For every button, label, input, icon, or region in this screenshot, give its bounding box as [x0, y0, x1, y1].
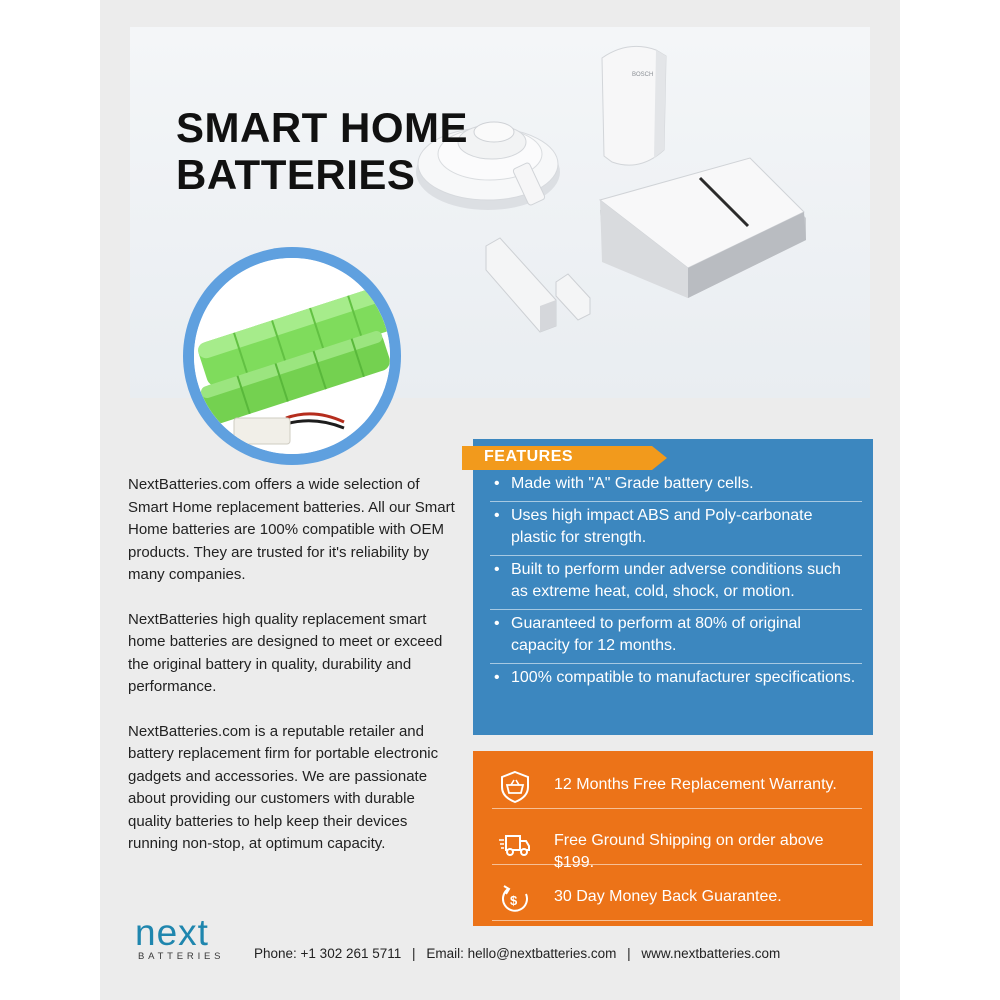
motion-sensor-illustration [602, 46, 666, 165]
logo-subtitle: BATTERIES [138, 951, 225, 962]
feature-item [490, 610, 862, 664]
feature-item [490, 470, 862, 502]
bullet-icon: • [494, 475, 500, 492]
feature-item [490, 664, 862, 695]
money-back-icon [498, 882, 532, 916]
battery-photo-circle [183, 247, 401, 465]
delivery-truck-icon [498, 826, 532, 860]
feature-item [490, 502, 862, 556]
footer-email-link[interactable]: Email: hello@nextbatteries.com [426, 946, 617, 961]
footer-separator: | [412, 946, 416, 961]
basket-shield-icon [498, 770, 532, 804]
footer-website-link[interactable]: www.nextbatteries.com [641, 946, 781, 961]
bullet-icon: • [494, 669, 500, 686]
feature-item [490, 556, 862, 610]
bullet-icon: • [494, 615, 500, 632]
intro-paragraph: NextBatteries.com offers a wide selection of Smart Home replacement batteries. All our Smart Home batteries are 100% compatible with OEM products. They are trusted for it's reliability by many companies. [128, 476, 455, 583]
footer-separator: | [627, 946, 631, 961]
title-line-2: BATTERIES [176, 151, 416, 198]
footer-phone: Phone: +1 302 261 5711 [254, 946, 402, 961]
guarantee-text: Free Ground Shipping on order above $199. [554, 832, 824, 871]
intro-text [128, 474, 458, 878]
title-line-1: SMART HOME [176, 104, 468, 151]
footer-contact [254, 946, 780, 961]
guarantee-row-warranty [492, 760, 862, 809]
guarantee-row-money-back [492, 872, 862, 921]
svg-text:BOSCH: BOSCH [632, 72, 654, 78]
page-title [176, 104, 516, 198]
guarantee-text: 12 Months Free Replacement Warranty. [554, 776, 837, 793]
svg-text:$: $ [510, 893, 518, 908]
smart-home-devices-image [0, 0, 1000, 420]
feature-text: Built to perform under adverse conditions such as extreme heat, cold, shock, or motion. [511, 561, 841, 600]
door-sensor-illustration [486, 238, 590, 332]
bullet-icon: • [494, 507, 500, 524]
controller-hub-illustration [600, 158, 806, 298]
guarantee-row-shipping [492, 816, 862, 871]
battery-pack-image [194, 258, 390, 454]
next-batteries-logo [135, 913, 224, 962]
logo-wordmark: next [135, 912, 209, 953]
features-heading-tag [462, 446, 667, 470]
guarantee-text: 30 Day Money Back Guarantee. [554, 888, 782, 905]
intro-paragraph: NextBatteries.com is a reputable retailer and battery replacement firm for portable electronic gadgets and accessories. We are passionate about providing our customers with durable quality batteries to help keep their devices running non-stop, at optimum capacity. [128, 722, 439, 852]
intro-paragraph: NextBatteries high quality replacement smart home batteries are designed to meet or exceed the original battery in quality, durability and performance. [128, 610, 443, 695]
feature-text: Made with "A" Grade battery cells. [511, 475, 754, 492]
feature-text: 100% compatible to manufacturer specifications. [511, 669, 856, 686]
feature-text: Uses high impact ABS and Poly-carbonate plastic for strength. [511, 507, 813, 546]
feature-text: Guaranteed to perform at 80% of original capacity for 12 months. [511, 615, 801, 654]
features-heading: FEATURES [484, 448, 574, 465]
bullet-icon: • [494, 561, 500, 578]
features-list [490, 470, 862, 695]
